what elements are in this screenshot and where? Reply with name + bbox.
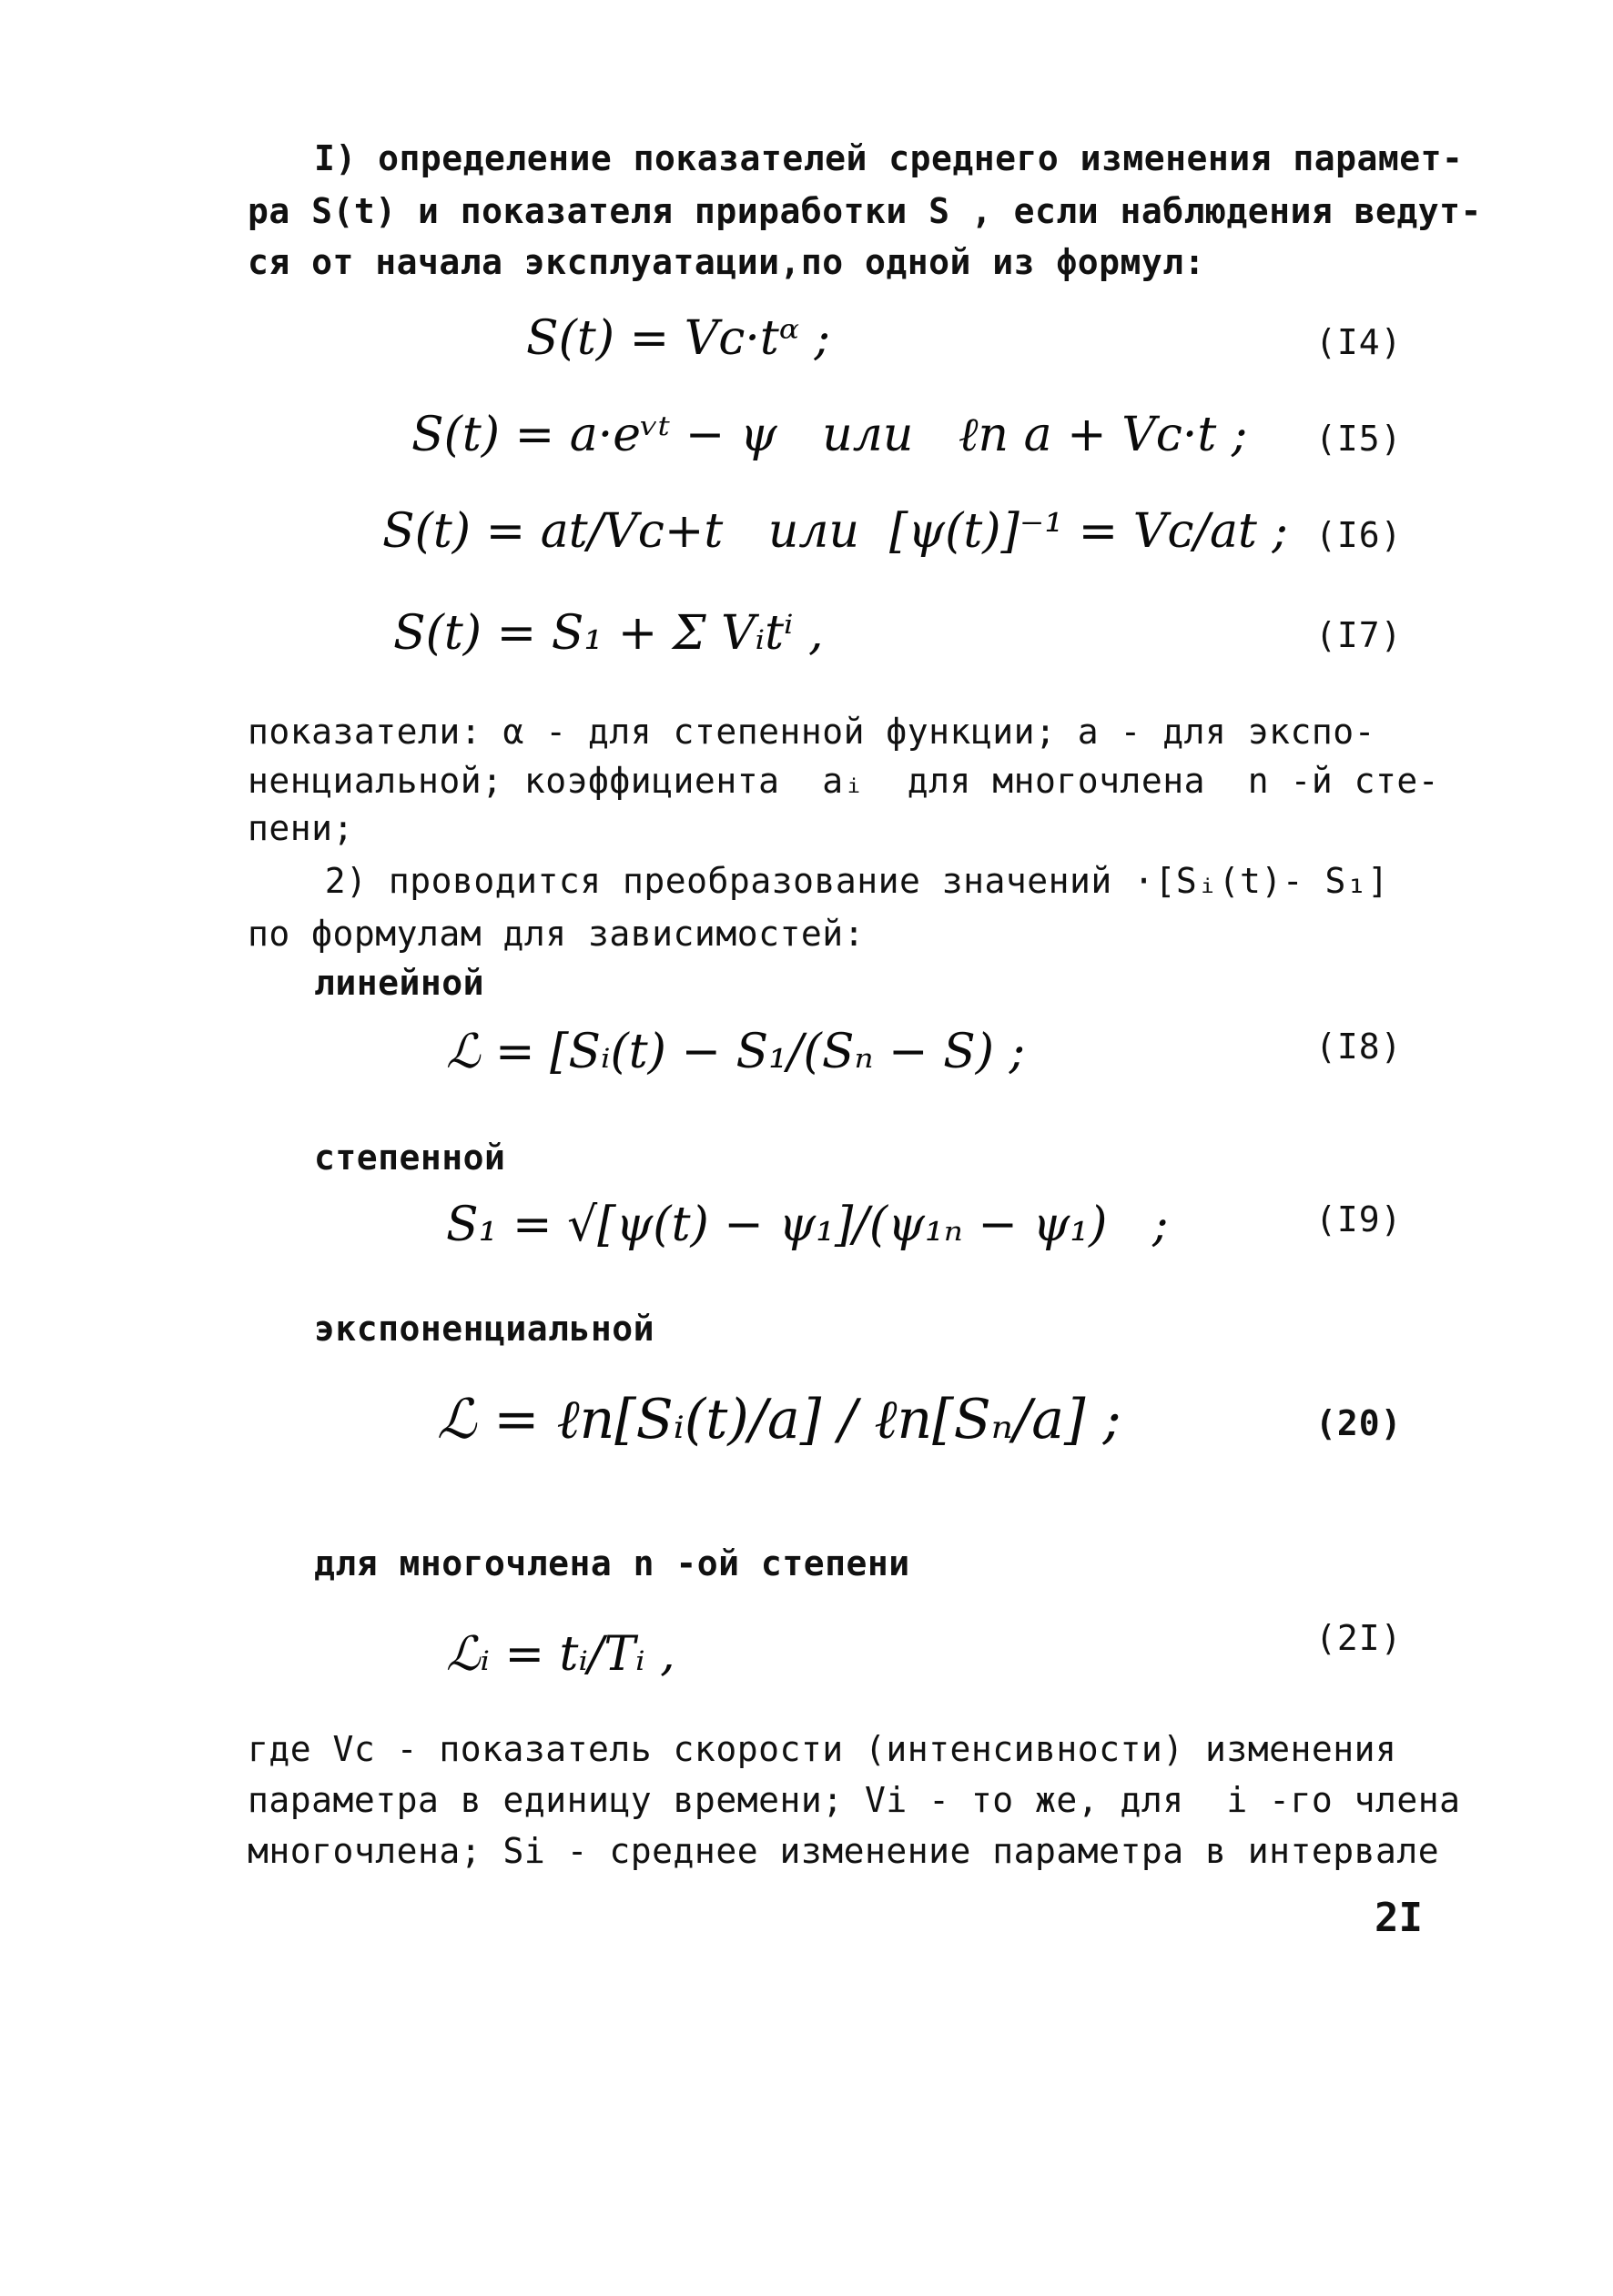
formula-21-number: (2I) (1315, 1618, 1403, 1658)
paragraph-2-line-5: по формулам для зависимостей: (248, 914, 865, 954)
formula-21: ℒᵢ = tᵢ/Tᵢ , (446, 1627, 675, 1682)
paragraph-1-line-2: ра S(t) и показателя приработки S , если наблюдения ведут- (248, 191, 1482, 231)
formula-14-number: (I4) (1315, 322, 1403, 362)
paragraph-2-line-3: пени; (248, 808, 354, 848)
formula-16-number: (I6) (1315, 515, 1403, 555)
paragraph-1-line-1: I) определение показателей среднего изменения парамет- (314, 138, 1464, 178)
paragraph-3-line-2: параметра в единицу времени; Vi - то же, для i -го члена (248, 1780, 1461, 1820)
formula-20: ℒ = ℓn[Sᵢ(t)/a] / ℓn[Sₙ/a] ; (437, 1388, 1121, 1451)
formula-18: ℒ = [Sᵢ(t) − S₁/(Sₙ − S) ; (446, 1025, 1026, 1079)
formula-17: S(t) = S₁ + Σ Vᵢtⁱ , (393, 606, 824, 661)
paragraph-2-line-4: 2) проводится преобразование значений ·[Sᵢ(t)- S₁] (282, 861, 1389, 901)
paragraph-1-line-3: ся от начала эксплуатации,по одной из формул: (248, 242, 1206, 282)
label-polynomial: для многочлена n -ой степени (314, 1543, 910, 1583)
paragraph-2-line-2: ненциальной; коэффициента aᵢ для многочлена n -й сте- (248, 761, 1440, 801)
paragraph-3-line-3: многочлена; Si - среднее изменение параметра в интервале (248, 1831, 1440, 1871)
formula-15: S(t) = a·eᵛᵗ − ψ или ℓn a + Vᴄ·t ; (411, 408, 1248, 462)
formula-19: S₁ = √[ψ(t) − ψ₁]/(ψ₁ₙ − ψ₁) ; (446, 1198, 1169, 1252)
label-power: степенной (314, 1138, 506, 1178)
formula-17-number: (I7) (1315, 615, 1403, 655)
formula-14: S(t) = Vᴄ·tᵅ ; (526, 311, 830, 366)
formula-16: S(t) = at/Vᴄ+t или [ψ(t)]⁻¹ = Vᴄ/at ; (382, 504, 1288, 559)
formula-20-number: (20) (1315, 1403, 1403, 1443)
paragraph-2-line-1: показатели: α - для степенной функции; a - для экспо- (248, 712, 1376, 752)
page-number: 2I (1375, 1895, 1423, 1941)
label-exponential: экспоненциальной (314, 1309, 655, 1349)
formula-18-number: (I8) (1315, 1027, 1403, 1067)
formula-15-number: (I5) (1315, 419, 1403, 459)
paragraph-3-line-1: где Vc - показатель скорости (интенсивности) изменения (248, 1729, 1397, 1769)
formula-19-number: (I9) (1315, 1199, 1403, 1239)
label-linear: линейной (314, 963, 485, 1003)
